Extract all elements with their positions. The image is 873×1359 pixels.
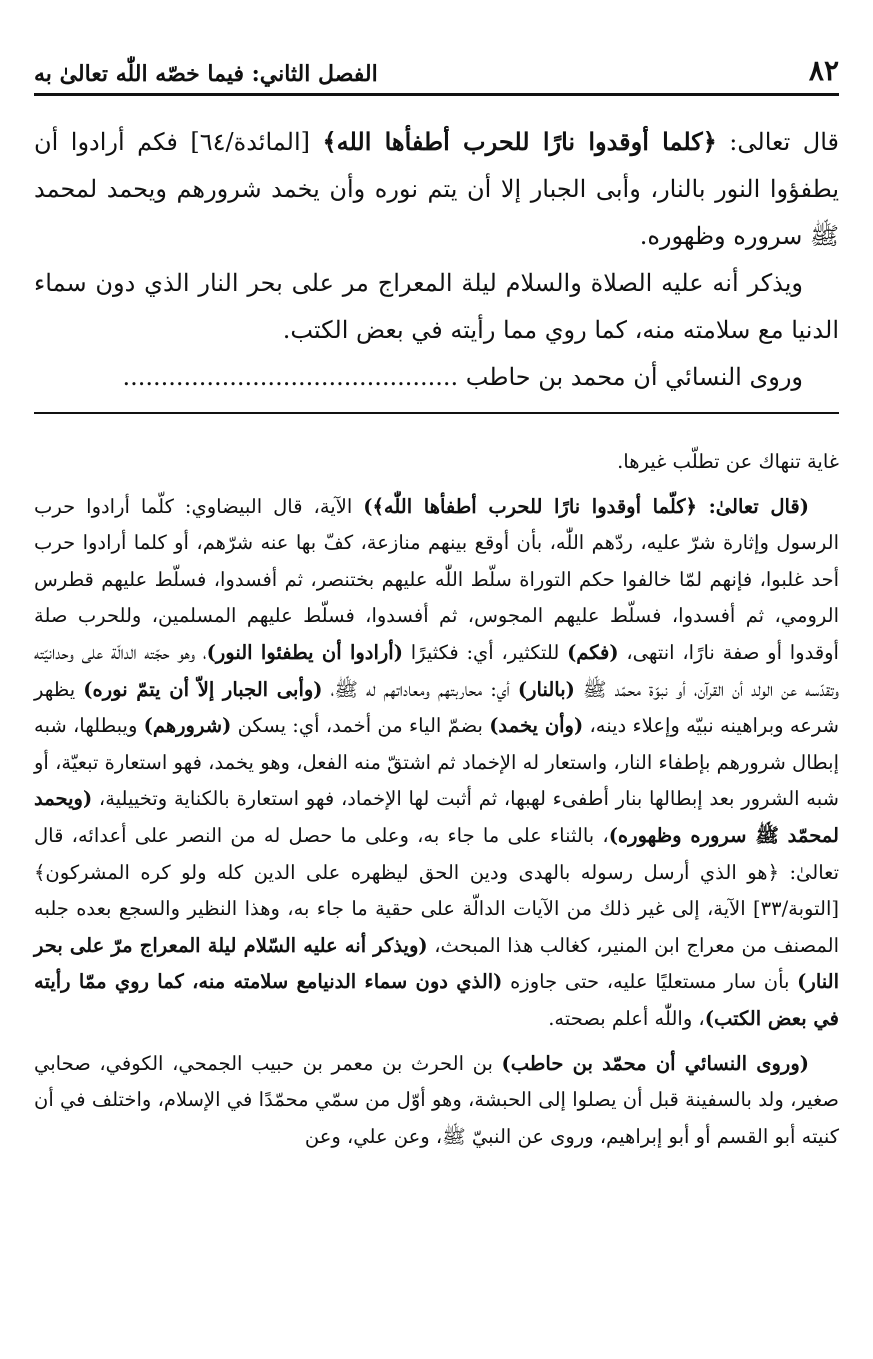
commentary-text — [34, 444, 839, 1155]
quran-verse: ﴿كلما أوقدوا نارًا للحرب أطفأها الله﴾ — [322, 127, 717, 156]
main-text — [34, 118, 839, 401]
commentary-paragraph-2: (وروى النسائي أن محمّد بن حاطب) بن الحرث بن معمر بن حبيب الجمحي، الكوفي، صحابي صغير، ولد بالسفينة قبل أن يصلوا إلى الحبشة، وهو أوّل من سمّي محمّدًا في الإسلام، واختلف في أن كنيته أبو القسم أو أبو إبراهيم، وروى عن النبيّ ﷺ، وعن علي، وعن — [34, 1051, 839, 1148]
page-header — [34, 46, 839, 96]
commentary-paragraph-0: غاية تنهاك عن تطلّب غيرها. — [617, 450, 839, 473]
page-number: ٨٢ — [808, 54, 839, 87]
main-paragraph-2: ويذكر أنه عليه الصلاة والسلام ليلة المعراج مر على بحر النار الذي دون سماء الدنيا مع سلامته منه، كما روي مما رأيته في بعض الكتب. — [34, 269, 839, 344]
running-title: الفصل الثاني: فيما خصّه اللّٰه تعالىٰ به — [34, 61, 378, 87]
ellipsis-dots: ............................................ — [122, 363, 459, 391]
commentary-paragraph-1: (قال تعالىٰ: ﴿كلّما أوقدوا نارًا للحرب أطفأها اللّٰه﴾) الآية، قال البيضاوي: كلّما أرادوا حرب الرسول وإثارة شرّ عليه، ردّهم اللّٰه، بأن أوقع بينهم منازعة، كفّ بها عنه شرّهم، أو كلما أرادوا حرب أحد غلبوا، فإنهم لمّا خالفوا حكم التوراة سلّط اللّٰه عليهم بختنصر، ثم أفسدوا، فسلّط عليهم قطرس الرومي، ثم أفسدوا، فسلّط عليهم المجوس، ثم أفسدوا، فسلّط عليهم المسلمين، وللحرب صلة أوقدوا أو صفة نارًا، انتهى، (فكم) للتكثير، أي: فكثيرًا (أرادوا أن يطفئوا النور)، وهو حجّته الدالّة على وحدانيّته وتقدّسه عن الولد أن القرآن، أو نبوّة محمّد ﷺ (بالنار) أي: محاربتهم ومعاداتهم له ﷺ، (وأبى الجبار إلاّ أن يتمّ نوره) يظهر شرعه وبراهينه نبيّه وإعلاء دينه، (وأن يخمد) بضمّ الياء من أخمد، أي: يسكن (شرورهم) ويبطلها، شبه إبطال شرورهم بإطفاء النار، واستعار له الإخماد ثم اشتقّ منه الفعل، وهو يخمد، فهو استعارة تبعيّة، أو شبه الشرور بعد إبطالها بنار أطفىء لهبها، ثم أثبت لها الإخماد، فهو استعارة بالكناية وتخييلية، (ويحمد لمحمّد ﷺ سروره وظهوره)، بالثناء على ما جاء به، وعلى ما حصل له من النصر على أعدائه، قال تعالىٰ: ﴿هو الذي أرسل رسوله بالهدى ودين الحق ليظهره على الدين كله ولو كره المشركون﴾ [التوبة/٣٣] الآية، إلى غير ذلك من الآيات الدالّة على حقية ما جاء به، وهذا النظير والسجع بعده جلبه المصنف من معراج ابن المنير، كغالب هذا المبحث، (ويذكر أنه عليه السّلام ليلة المعراج مرّ على بحر النار) بأن سار مستعليًا عليه، حتى جاوزه (الذي دون سماء الدنيامع سلامته منه، كما روي ممّا رأيته في بعض الكتب)، واللّٰه أعلم بصحته. — [34, 494, 840, 1030]
section-divider — [34, 412, 839, 414]
main-paragraph-1: قال تعالى: ﴿كلما أوقدوا نارًا للحرب أطفأها الله﴾ [المائدة/٦٤] فكم أرادوا أن يطفؤوا النور بالنار، وأبى الجبار إلا أن يتم نوره وأن يخمد شرورهم ويحمد لمحمد ﷺ سروره وظهوره. — [34, 127, 839, 250]
main-paragraph-3: وروى النسائي أن محمد بن حاطب ............................................ — [122, 363, 803, 391]
